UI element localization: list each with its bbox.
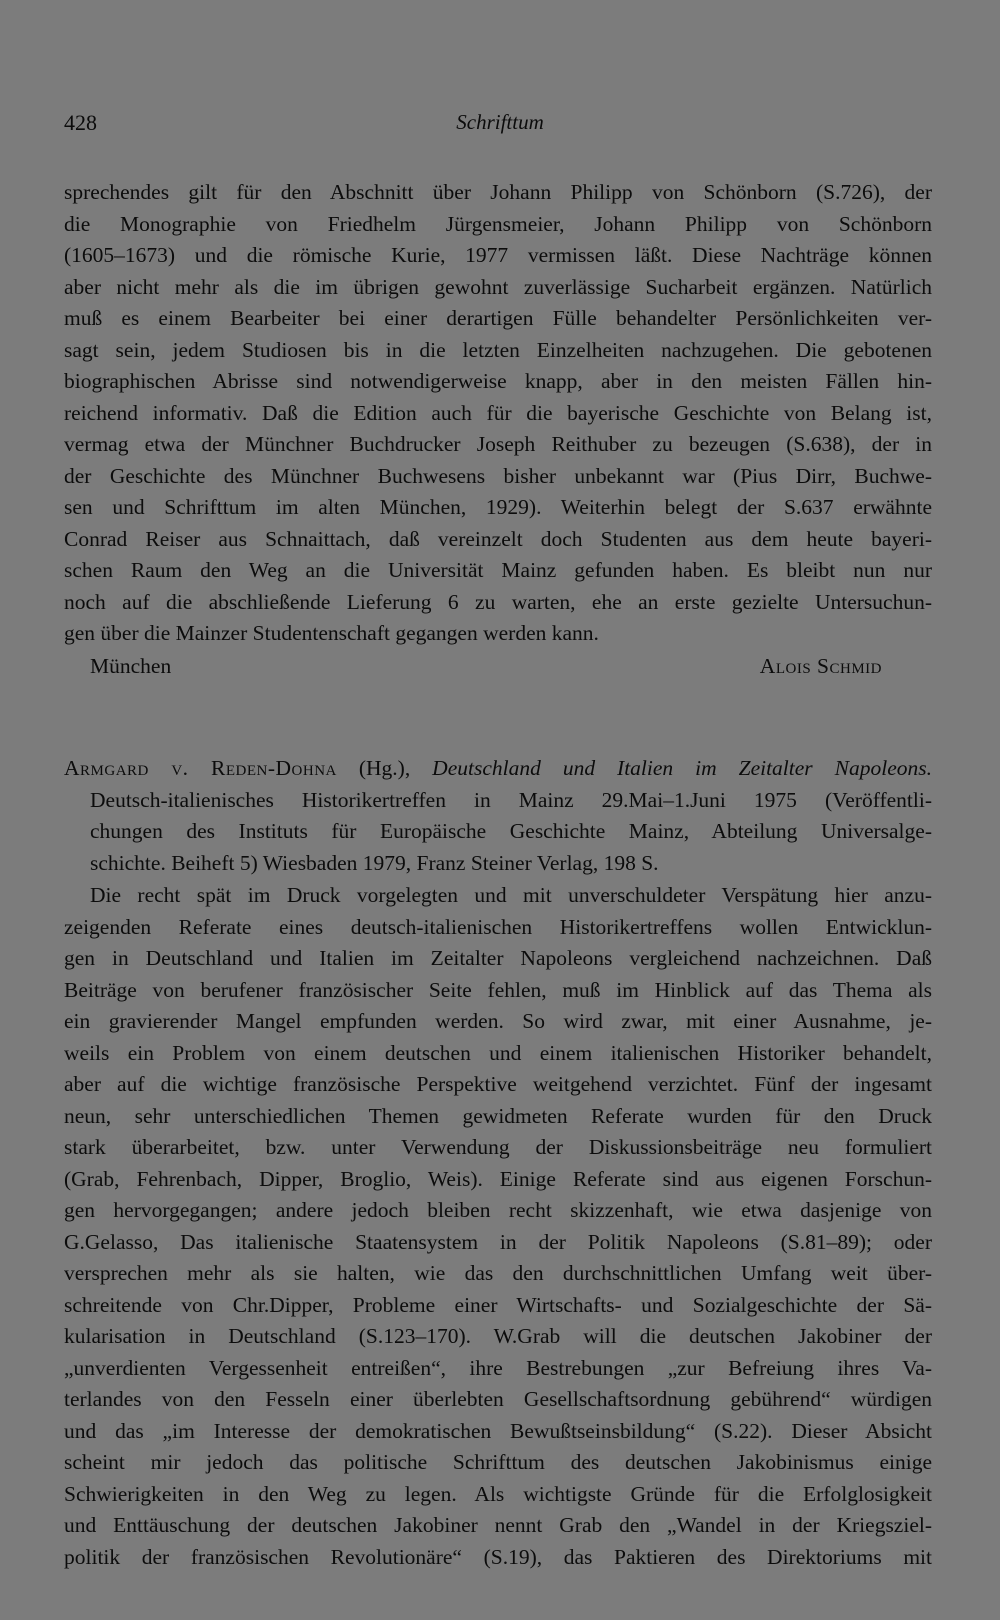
text-line: sagt sein, jedem Studiosen bis in die letzten Einzelheiten nachzugehen. Die gebotenen: [64, 337, 932, 362]
citation-line: [64, 753, 932, 785]
text-line: weils ein Problem von einem deutschen und einem italienischen Historiker behandelt,: [64, 1040, 932, 1065]
text-line: der Geschichte des Münchner Buchwesens bisher unbekannt war (Pius Dirr, Buchwe-: [64, 463, 932, 488]
text-line: ein gravierender Mangel empfunden werden. So wird zwar, mit einer Ausnahme, je-: [64, 1009, 932, 1033]
text-line: und Enttäuschung der deutschen Jakobiner nennt Grab den „Wandel in der Kriegsziel-: [64, 1513, 932, 1537]
text-line: politik der französischen Revolutionäre“ (S.19), das Paktieren des Direktoriums mit: [64, 1544, 932, 1569]
text-line: neun, sehr unterschiedlichen Themen gewidmeten Referate wurden für den Druck: [64, 1103, 932, 1128]
text-line: G.Gelasso, Das italienische Staatensystem in der Politik Napoleons (S.81–89); oder: [64, 1229, 932, 1254]
page-number: 428: [64, 110, 97, 135]
text-line: gen in Deutschland und Italien im Zeitalter Napoleons vergleichend nachzeichnen. Daß: [64, 946, 932, 970]
text-line: aber nicht mehr als die im übrigen gewohnt zuverlässige Sucharbeit ergänzen. Natürlich: [64, 274, 932, 299]
text-line: „unverdienten Vergessenheit entreißen“, ihre Bestrebungen „zur Befreiung ihres Va-: [64, 1355, 932, 1380]
text-line: sen und Schrifttum im alten München, 1929). Weiterhin belegt der S.637 erwähnte: [64, 495, 932, 519]
text-line: (1605–1673) und die römische Kurie, 1977 vermissen läßt. Diese Nachträge können: [64, 243, 932, 267]
text-line: aber auf die wichtige französische Perspektive weitgehend verzichtet. Fünf der ingesamt: [64, 1072, 932, 1096]
page-header: [64, 110, 936, 140]
text-line: stark überarbeitet, bzw. unter Verwendung der Diskussionsbeiträge neu formuliert: [64, 1135, 932, 1159]
text-line: biographischen Abrisse sind notwendigerweise knapp, aber in den meisten Fällen hin-: [64, 369, 932, 393]
text-line: zeigenden Referate eines deutsch-italienischen Historikertreffens wollen Entwicklun-: [64, 914, 932, 939]
text-line: und das „im Interesse der demokratischen Bewußtseinsbildung“ (S.22). Dieser Absicht: [64, 1418, 932, 1443]
text-line: (Grab, Fehrenbach, Dipper, Broglio, Weis). Einige Referate sind aus eigenen Forschun-: [64, 1166, 932, 1191]
citation-editor: (Hg.),: [336, 756, 433, 780]
text-line: schen Raum den Weg an die Universität Mainz gefunden haben. Es bleibt nun nur: [64, 558, 932, 582]
signature-place: München: [90, 653, 172, 678]
text-line: Conrad Reiser aus Schnaittach, daß vereinzelt doch Studenten aus dem heute bayeri-: [64, 526, 932, 551]
text-line: Beiträge von berufener französischer Seite fehlen, muß im Hinblick auf das Thema als: [64, 977, 932, 1002]
text-line: gen über die Mainzer Studentenschaft gegangen werden kann.: [64, 621, 599, 645]
citation-line: schichte. Beiheft 5) Wiesbaden 1979, Franz Steiner Verlag, 198 S.: [90, 850, 659, 875]
text-line: muß es einem Bearbeiter bei einer derartigen Fülle behandelter Persönlichkeiten ver-: [64, 306, 932, 330]
text-line: Die recht spät im Druck vorgelegten und mit unverschuldeter Verspätung hier anzu-: [90, 883, 932, 907]
citation-title: Deutschland und Italien im Zeitalter Napoleons.: [432, 756, 932, 780]
text-line: scheint mir jedoch das politische Schrifttum des deutschen Jakobinismus einige: [64, 1450, 932, 1474]
review-citation: [64, 753, 932, 879]
text-line: die Monographie von Friedhelm Jürgensmeier, Johann Philipp von Schönborn: [64, 211, 932, 236]
text-line: kularisation in Deutschland (S.123–170). W.Grab will die deutschen Jakobiner der: [64, 1324, 932, 1348]
running-title: Schrifttum: [456, 110, 544, 134]
review-signature: [64, 650, 932, 682]
citation-line: Deutsch-italienisches Historikertreffen in Mainz 29.Mai–1.Juni 1975 (Veröffentli-: [90, 787, 932, 812]
text-line: sprechendes gilt für den Abschnitt über Johann Philipp von Schönborn (S.726), der: [64, 180, 932, 204]
review-continuation: [64, 177, 932, 682]
text-line: schreitende von Chr.Dipper, Probleme einer Wirtschafts- und Sozialgeschichte der Sä-: [64, 1292, 932, 1317]
citation-author: Armgard v. Reden-Dohna: [64, 756, 337, 780]
text-line: noch auf die abschließende Lieferung 6 zu warten, ehe an erste gezielte Untersuchun-: [64, 589, 932, 614]
text-line: terlandes von den Fesseln einer überlebten Gesellschaftsordnung gebührend“ würdigen: [64, 1387, 932, 1411]
text-line: gen hervorgegangen; andere jedoch bleiben recht skizzenhaft, wie etwa dasjenige von: [64, 1198, 932, 1222]
text-line: versprechen mehr als sie halten, wie das den durchschnittlichen Umfang weit über-: [64, 1261, 932, 1285]
review-body: [64, 880, 932, 1573]
text-line: vermag etwa der Münchner Buchdrucker Joseph Reithuber zu bezeugen (S.638), der in: [64, 432, 932, 456]
text-line: reichend informativ. Daß die Edition auch für die bayerische Geschichte von Belang ist,: [64, 400, 932, 425]
citation-line: chungen des Instituts für Europäische Geschichte Mainz, Abteilung Universalge-: [90, 819, 932, 843]
text-line: Schwierigkeiten in den Weg zu legen. Als wichtigste Gründe für die Erfolglosigkeit: [64, 1481, 932, 1506]
signature-author: Alois Schmid: [759, 653, 882, 678]
